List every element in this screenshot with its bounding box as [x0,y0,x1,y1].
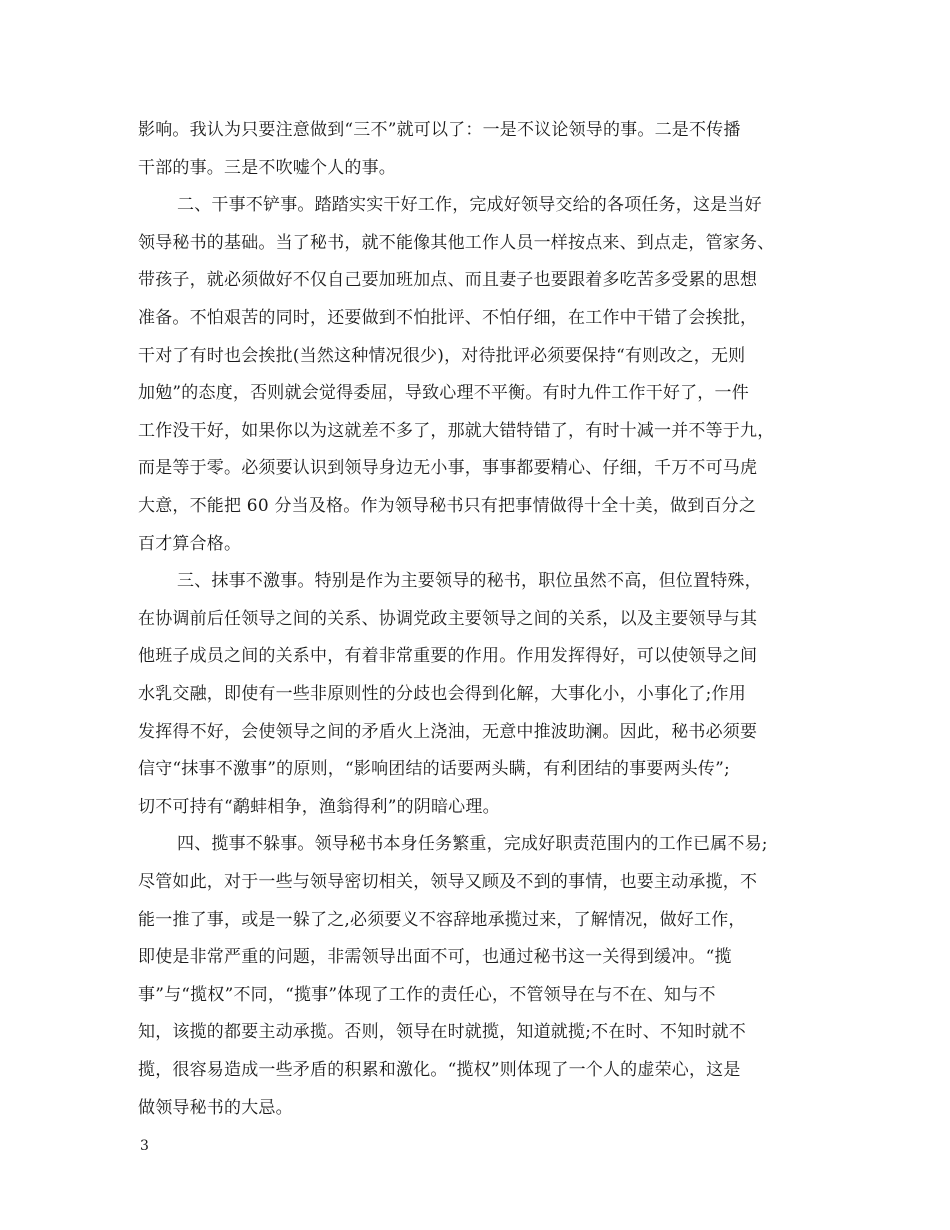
text-line: 三、抹事不激事。特别是作为主要领导的秘书，职位虽然不高，但位置特殊， [177,571,762,592]
page-number: 3 [140,1138,149,1154]
text-line: 即使是非常严重的问题，非需领导出面不可，也通过秘书这一关得到缓冲。“揽 [138,947,732,968]
text-line: 发挥得不好，会使领导之间的矛盾火上浇油，无意中推波助澜。因此，秘书必须要 [138,721,758,742]
text-line: 干部的事。三是不吹嘘个人的事。 [138,157,396,178]
text-line: 大意，不能把 60 分当及格。作为领导秘书只有把事情做得十全十美，做到百分之 [138,496,757,516]
text-line: 做领导秘书的大忌。 [138,1097,293,1118]
text-line: 尽管如此，对于一些与领导密切相关，领导又顾及不到的事情，也要主动承揽，不 [138,872,758,892]
text-line: 百才算合格。 [138,533,242,554]
text-line: 事”与“揽权”不同，“揽事”体现了工作的责任心，不管领导在与不在、知与不 [138,984,716,1005]
text-line: 水乳交融，即使有一些非原则性的分歧也会得到化解，大事化小，小事化了;作用 [138,684,746,704]
text-line: 影响。我认为只要注意做到“三不”就可以了：一是不议论领导的事。二是不传播 [138,120,741,140]
text-line: 四、揽事不躲事。领导秘书本身任务繁重，完成好职责范围内的工作已属不易; [177,834,768,855]
text-line: 他班子成员之间的关系中，有着非常重要的作用。作用发挥得好，可以使领导之间 [138,646,758,667]
text-line: 二、干事不铲事。踏踏实实干好工作，完成好领导交给的各项任务，这是当好 [177,195,762,216]
text-line: 准备。不怕艰苦的同时，还要做到不怕批评、不怕仔细，在工作中干错了会挨批， [138,308,758,328]
text-line: 切不可持有“鹬蚌相争，渔翁得利”的阴暗心理。 [138,796,500,817]
text-line: 在协调前后任领导之间的关系、协调党政主要领导之间的关系，以及主要领导与其 [138,608,758,629]
text-line: 而是等于零。必须要认识到领导身边无小事，事事都要精心、仔细，千万不可马虎 [138,458,758,479]
text-line: 带孩子，就必须做好不仅自己要加班加点、而且妻子也要跟着多吃苦多受累的思想 [138,270,758,291]
text-line: 加勉”的态度，否则就会觉得委屈，导致心理不平衡。有时九件工作干好了，一件 [138,383,749,404]
text-line: 领导秘书的基础。当了秘书，就不能像其他工作人员一样按点来、到点走，管家务、 [138,232,775,253]
text-line: 知，该揽的都要主动承揽。否则，领导在时就揽，知道就揽;不在时、不知时就不 [138,1022,746,1043]
text-line: 干对了有时也会挨批(当然这种情况很少)，对待批评必须要保持“有则改之，无则 [138,345,746,366]
text-line: 工作没干好，如果你以为这就差不多了，那就大错特错了，有时十减一并不等于九， [138,420,775,441]
text-line: 揽，很容易造成一些矛盾的积累和激化。“揽权”则体现了一个人的虚荣心，这是 [138,1060,741,1080]
text-line: 能一推了事，或是一躲了之,必须要义不容辞地承揽过来，了解情况，做好工作， [138,909,746,930]
text-line: 信守“抹事不激事”的原则，“影响团结的话要两头瞒，有利团结的事要两头传”; [138,759,730,780]
